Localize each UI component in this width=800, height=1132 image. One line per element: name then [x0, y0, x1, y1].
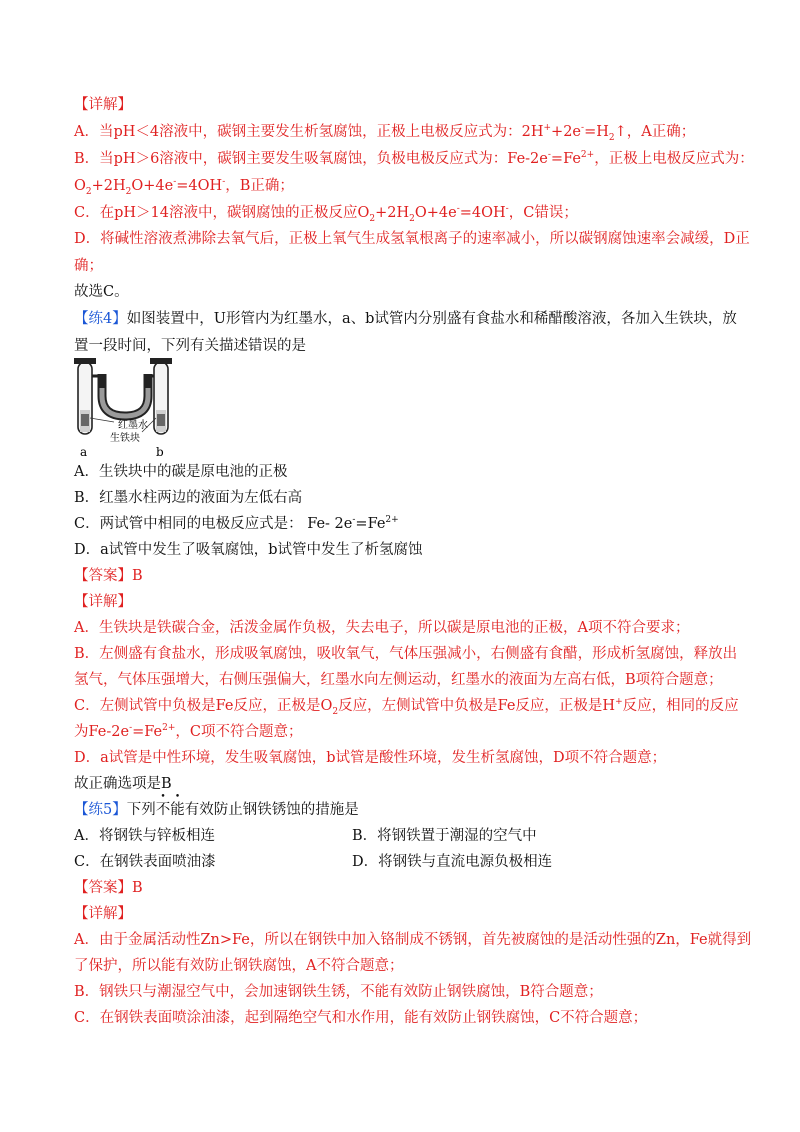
emphasis-char: 能	[170, 802, 185, 818]
explain-option-c: C．在pH＞14溶液中，碳钢腐蚀的正极反应$O_2+2H_2O+4e^-=4OH^-$，C错误；	[74, 204, 578, 224]
right-stopper	[150, 358, 172, 364]
question-5-option-b: B．将钢铁置于潮湿的空气中	[352, 828, 537, 844]
question-5-explain-b: B．钢铁只与潮湿空气中，会加速钢铁生锈，不能有效防止钢铁腐蚀，B符合题意；	[74, 984, 603, 1000]
question-4-answer: 【答案】B	[74, 568, 143, 584]
leader-line	[90, 418, 114, 422]
question-4-option-a: A．生铁块中的碳是原电池的正极	[74, 464, 288, 480]
section1-conclusion: 故选C。	[74, 284, 129, 300]
question-5-detail-heading: 【详解】	[74, 906, 132, 922]
detail-heading: 【详解】	[74, 97, 132, 113]
red-ink-label: 红墨水	[118, 420, 148, 431]
question-5-options-row1	[74, 826, 730, 846]
tube-a-label: a	[80, 445, 88, 459]
question-4-explain-b-line2: 氢气，气体压强增大，右侧压强偏大，红墨水向左侧运动，红墨水的液面为左高右低，B项符合题意；	[74, 672, 723, 688]
question-tag: 【练5】	[74, 802, 127, 818]
question-5-explain-a-line1: A．由于金属活动性Zn>Fe，所以在钢铁中加入铬制成不锈钢，首先被腐蚀的是活动性强的Zn，Fe就得到	[74, 932, 752, 948]
question-4-explain-d: D．a试管是中性环境，发生吸氧腐蚀，b试管是酸性环境，发生析氢腐蚀，D项不符合题意；	[74, 750, 667, 766]
question-5-option-d: D．将钢铁与直流电源负极相连	[352, 854, 553, 870]
question-4-explain-c-line1: C．左侧试管中负极是Fe反应，正极是$O_2$反应，左侧试管中负极是Fe反应，正极是H+反应，相同的反应	[74, 697, 739, 717]
question-4-option-d: D．a试管中发生了吸氧腐蚀，b试管中发生了析氢腐蚀	[74, 542, 423, 558]
question-4-option-b: B．红墨水柱两边的液面为左低右高	[74, 490, 303, 506]
question-4-explain-c-line2: 为$Fe-2e^-=Fe^{2+}$，C项不符合题意；	[74, 723, 303, 740]
question-4-conclusion: 故正确选项是B	[74, 776, 172, 792]
emphasis-char: 不	[155, 802, 171, 818]
question-4-stem-line1: 【练4】如图装置中，U形管内为红墨水，a、b试管内分别盛有食盐水和稀醋酸溶液，各加入生铁块，放	[74, 311, 737, 327]
right-iron-block	[157, 414, 165, 426]
explain-option-a: A．当pH＜4溶液中，碳钢主要发生析氢腐蚀，正极上电极反应式为：$2H^++2e^-=H_2↑$，A正确；	[74, 123, 696, 143]
question-4-detail-heading: 【详解】	[74, 594, 132, 610]
question-tag: 【练4】	[74, 311, 127, 327]
left-iron-block	[81, 414, 89, 426]
question-5-answer: 【答案】B	[74, 880, 143, 896]
left-stopper	[74, 358, 96, 364]
question-4-explain-b-line1: B．左侧盛有食盐水，形成吸氧腐蚀，吸收氧气，气体压强减小，右侧盛有食醋，形成析氢腐蚀，释放出	[74, 646, 738, 662]
question-5-option-c: C．在钢铁表面喷油漆	[74, 854, 216, 870]
question-5-options-row2	[74, 852, 730, 872]
iron-block-label: 生铁块	[110, 433, 140, 444]
question-5-explain-a-line2: 了保护，所以能有效防止钢铁腐蚀，A不符合题意；	[74, 958, 404, 974]
explain-option-b-line2: $O_2+2H_2O+4e^-=4OH^-$，B正确；	[74, 177, 294, 197]
tube-b-label: b	[156, 445, 164, 459]
explain-option-d-line1: D．将碱性溶液煮沸除去氧气后，正极上氧气生成氢氧根离子的速率减小，所以碳钢腐蚀速率会减缓，D正	[74, 231, 750, 247]
u-tube-corrosion-diagram	[70, 352, 180, 460]
question-5-explain-c: C．在钢铁表面喷涂油漆，起到隔绝空气和水作用，能有效防止钢铁腐蚀，C不符合题意；	[74, 1010, 648, 1026]
explain-option-b-line1: B．当pH＞6溶液中，碳钢主要发生吸氧腐蚀，负极电极反应式为：$Fe-2e^-=Fe^{2+}$，正极上电极反应式为：	[74, 150, 754, 167]
question-4-option-c: C．两试管中相同的电极反应式是： Fe- $2e^-=Fe^{2+}$	[74, 515, 399, 532]
explain-option-d-line2: 确；	[74, 258, 103, 274]
question-5-option-a: A．将钢铁与锌板相连	[74, 828, 215, 844]
question-4-stem-line2: 置一段时间，下列有关描述错误的是	[74, 338, 306, 354]
question-5-stem: 【练5】下列不能有效防止钢铁锈蚀的措施是	[74, 802, 359, 818]
question-4-explain-a: A．生铁块是铁碳合金，活泼金属作负极，失去电子，所以碳是原电池的正极，A项不符合要求；	[74, 620, 690, 636]
